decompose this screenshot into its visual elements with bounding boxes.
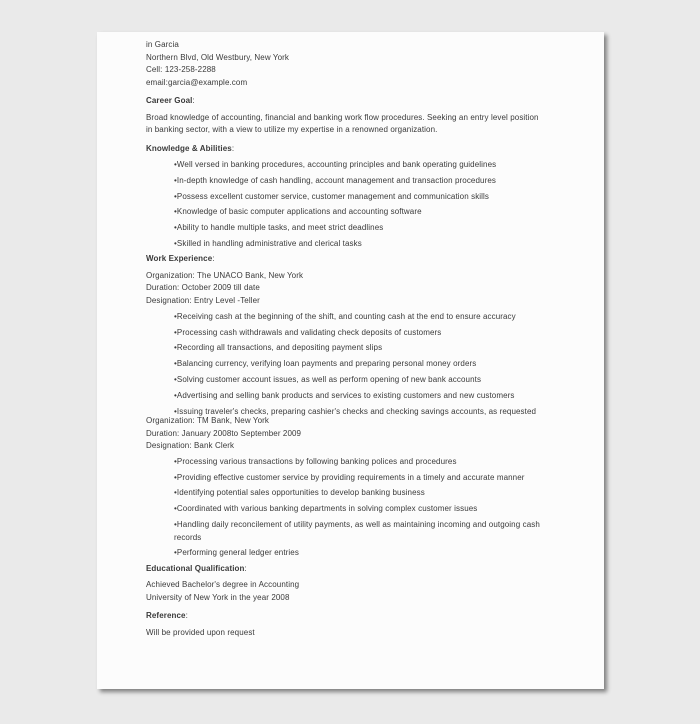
text-line: in banking sector, with a view to utilize my expertise in a renowned organization. (146, 125, 438, 134)
bullet-text: Handling daily reconcilement of utility payments, as well as maintaining incoming and outgoing cash (176, 520, 540, 530)
text-line: Organization: TM Bank, New York (146, 416, 270, 426)
bullet-text: Recording all transactions, and depositing payment slips (176, 343, 383, 353)
bullet-item (174, 191, 557, 204)
bullet-line (174, 532, 557, 545)
heading-colon: : (244, 563, 247, 573)
educational-qualification-heading (146, 563, 557, 576)
text-line: Duration: January 2008to September 2009 (146, 428, 302, 438)
bullet-text: Advertising and selling bank products and services to existing customers and new customers (176, 390, 515, 400)
heading-colon: : (192, 96, 195, 105)
text-line: Designation: Entry Level -Teller (146, 295, 260, 305)
text-line: Duration: October 2009 till date (146, 283, 260, 293)
work-experience-heading (146, 253, 557, 266)
bullet-line (174, 311, 557, 324)
text-line: Designation: Bank Clerk (146, 441, 235, 451)
bullet-item (174, 547, 557, 560)
heading-colon: : (212, 254, 215, 264)
bullet-text: Processing various transactions by following banking polices and procedures (176, 456, 457, 466)
bullet-text: Issuing traveler's checks, preparing cashier's checks and checking savings accounts, as requested (176, 406, 537, 416)
bullet-text: Possess excellent customer service, customer management and communication skills (176, 191, 490, 201)
resume-content (146, 39, 557, 639)
bullet-glyph: • (174, 207, 177, 217)
bullet-item (174, 390, 557, 403)
bullet-glyph: • (174, 191, 177, 201)
bullet-line (174, 374, 557, 387)
bullet-item (174, 327, 557, 340)
bullet-line (174, 238, 557, 251)
bullet-text: Performing general ledger entries (176, 548, 299, 558)
bullet-line (174, 487, 557, 500)
bullet-glyph: • (174, 160, 177, 169)
bullet-item (174, 519, 557, 544)
text-line: email:garcia@example.com (146, 77, 248, 87)
knowledge-abilities-heading (146, 143, 557, 156)
bullet-glyph: • (174, 456, 177, 466)
bullet-item (174, 311, 557, 324)
bullet-glyph: • (174, 359, 177, 369)
text-line: in Garcia (146, 40, 179, 49)
bullet-line (174, 519, 557, 532)
bullet-line (174, 358, 557, 371)
bullet-item (174, 456, 557, 469)
text-line: University of New York in the year 2008 (146, 592, 290, 602)
bullet-glyph: • (174, 238, 177, 248)
bullet-glyph: • (174, 374, 177, 384)
reference-text (146, 627, 557, 640)
heading-text: Work Experience (146, 254, 213, 264)
bullet-line (174, 503, 557, 516)
heading-colon: : (231, 143, 235, 153)
bullet-item (174, 206, 557, 219)
bullet-line (174, 342, 557, 355)
education-details (146, 579, 557, 604)
text-line: Will be provided upon request (146, 627, 255, 637)
bullet-text: Solving customer account issues, as well as perform opening of new bank accounts (176, 374, 482, 384)
resume-page (97, 32, 604, 689)
bullet-glyph: • (174, 343, 177, 353)
heading-text: Educational Qualification (146, 563, 245, 573)
heading-text: Knowledge & Abilities (146, 143, 232, 153)
bullet-glyph: • (174, 520, 177, 530)
bullet-text: In-depth knowledge of cash handling, account management and transaction procedures (176, 175, 496, 185)
bullet-glyph: • (174, 175, 177, 185)
heading-colon: : (185, 611, 188, 621)
bullet-line (174, 547, 557, 560)
bullet-text: records (174, 532, 202, 542)
bullet-item (174, 503, 557, 516)
bullet-text: Knowledge of basic computer applications and accounting software (176, 207, 422, 217)
knowledge-abilities-list (174, 159, 557, 250)
bullet-line (174, 390, 557, 403)
heading-text: Reference (146, 611, 186, 621)
text-line: Broad knowledge of accounting, financial and banking work flow procedures. Seeking an entry level position (146, 112, 539, 122)
bullet-line (174, 159, 557, 172)
bullet-line (174, 206, 557, 219)
bullet-glyph: • (174, 390, 177, 400)
bullet-line (174, 191, 557, 204)
text-line: Organization: The UNACO Bank, New York (146, 270, 304, 280)
job-1-duties-list (174, 311, 557, 418)
bullet-text: Identifying potential sales opportunities to develop banking business (176, 488, 425, 498)
job-2-details (146, 415, 557, 453)
job-2-duties-list (174, 456, 557, 560)
contact-block (146, 39, 557, 89)
bullet-text: Ability to handle multiple tasks, and meet strict deadlines (176, 223, 384, 233)
bullet-text: Skilled in handling administrative and clerical tasks (176, 238, 362, 248)
bullet-item (174, 342, 557, 355)
heading-text: Career Goal (146, 96, 193, 105)
bullet-glyph: • (174, 223, 177, 233)
bullet-item (174, 374, 557, 387)
bullet-text: Receiving cash at the beginning of the shift, and counting cash at the end to ensure accuracy (176, 311, 516, 321)
bullet-item (174, 175, 557, 188)
bullet-glyph: • (174, 311, 177, 321)
bullet-item (174, 159, 557, 172)
bullet-glyph: • (174, 472, 177, 482)
bullet-text: Processing cash withdrawals and validating check deposits of customers (176, 327, 442, 337)
bullet-line (174, 175, 557, 188)
bullet-text: Coordinated with various banking departments in solving complex customer issues (176, 504, 478, 514)
text-line: Achieved Bachelor's degree in Accounting (146, 580, 300, 590)
bullet-line (174, 472, 557, 485)
bullet-text: Well versed in banking procedures, accounting principles and bank operating guidelines (176, 160, 497, 169)
bullet-glyph: • (174, 504, 177, 514)
job-1-details (146, 270, 557, 308)
bullet-glyph: • (174, 406, 177, 416)
bullet-glyph: • (174, 327, 177, 337)
bullet-line (174, 222, 557, 235)
bullet-item (174, 472, 557, 485)
bullet-glyph: • (174, 488, 177, 498)
text-line: Northern Blvd, Old Westbury, New York (146, 52, 290, 62)
bullet-item (174, 238, 557, 251)
career-goal-heading (146, 95, 557, 108)
bullet-text: Balancing currency, verifying loan payments and preparing personal money orders (176, 359, 477, 369)
reference-heading (146, 610, 557, 623)
bullet-item (174, 358, 557, 371)
text-line: Cell: 123-258-2288 (146, 65, 216, 74)
bullet-item (174, 487, 557, 500)
bullet-line (174, 327, 557, 340)
bullet-glyph: • (174, 548, 177, 558)
bullet-item (174, 222, 557, 235)
career-goal-text (146, 112, 557, 137)
bullet-text: Providing effective customer service by providing requirements in a timely and accurate manner (176, 472, 525, 482)
bullet-line (174, 456, 557, 469)
